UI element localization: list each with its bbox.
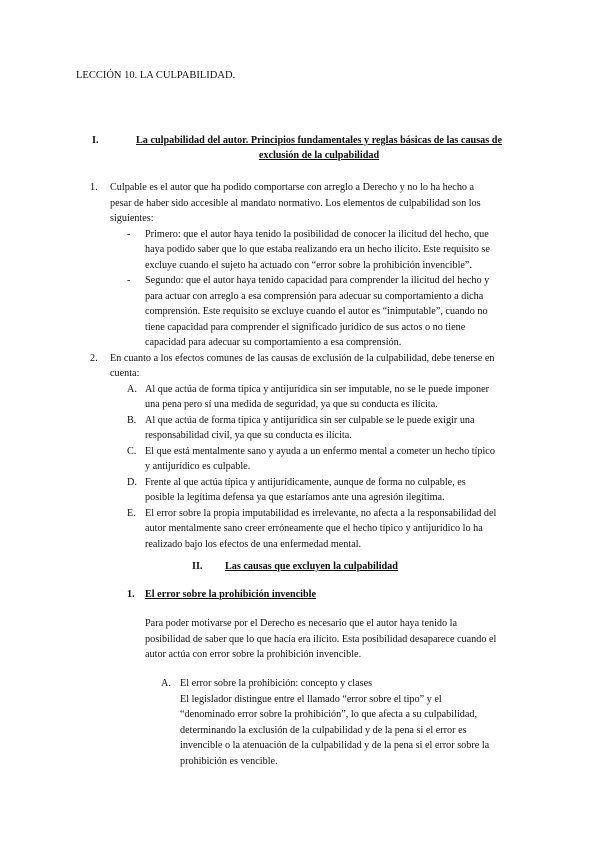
bullet-1-line-2: haya podido saber que lo que estaba realizando era un hecho ilícito. Este requisito se — [145, 244, 490, 255]
subitem-c-line-2: y antijurídico es culpable. — [145, 461, 251, 472]
subsection-a-heading: El error sobre la prohibición: concepto y clases — [180, 678, 373, 689]
subitem-e-line-1: El error sobre la propia imputabilidad es irrelevante, no afecta a la responsabilidad del — [145, 507, 497, 519]
item-2-line-1: En cuanto a los efectos comunes de las causas de exclusión de la culpabilidad, debe tenerse en — [110, 352, 495, 364]
subitem-a-line-1: Al que actúa de forma típica y antijurídica sin ser imputable, no se le puede imponer — [145, 383, 489, 395]
subitem-b-line-2: responsabilidad civil, ya que su conducta es ilícita. — [145, 430, 352, 441]
item-1-line-3: siguientes: — [110, 213, 154, 224]
subsection-a-line-5: prohibición es vencible. — [180, 755, 278, 767]
bullet-2-line-1: Segundo: que el autor haya tenido capacidad para comprender la ilicitud del hecho y — [145, 275, 490, 286]
section-1-number: I. — [92, 135, 99, 146]
item-1-number: 1. — [90, 182, 98, 193]
subitem-a-line-2: una pena pero sí una medida de seguridad, ya que su conducta es ilícita. — [145, 399, 438, 410]
bullet-2-line-3: comprensión. Este requisito se excluye cuando el autor es “inimputable”, cuando no — [145, 306, 488, 317]
item-1-line-1: Culpable es el autor que ha podido comportarse con arreglo a Derecho y no lo ha hecho a — [110, 182, 475, 193]
subitem-e-line-2: autor mentalmente sano creer erróneamente que el hecho típico y antijurídico lo ha — [145, 523, 483, 534]
subsection-a-line-2: “denominado error sobre la prohibición”, lo que afecta a su culpabilidad, — [180, 709, 478, 720]
subsection-a-line-3: determinando la exclusión de la culpabilidad y de la pena si el error es — [180, 724, 467, 736]
subsection-a-line-1: El legislador distingue entre el llamado “error sobre el tipo” y el — [180, 693, 442, 705]
bullet-2-marker: - — [127, 275, 131, 286]
section-2-number: II. — [192, 561, 203, 572]
item-2-number: 2. — [90, 352, 98, 364]
subitem-b-line-1: Al que actúa de forma típica y antijurídica sin ser culpable se le puede exigir una — [145, 414, 475, 426]
subsection-1-number: 1. — [127, 589, 135, 600]
subsection-1-heading: El error sobre la prohibición invencible — [145, 589, 317, 600]
section-2-heading: Las causas que excluyen la culpabilidad — [225, 561, 398, 572]
item-1-line-2: pesar de haber sido accesible al mandato normativo. Los elementos de culpabilidad son los — [110, 197, 481, 209]
subsection-1-paragraph-line-1: Para poder motivarse por el Derecho es necesario que el autor haya tenido la — [145, 618, 458, 629]
subitem-c-marker: C. — [127, 445, 137, 457]
subitem-c-line-1: El que está mentalmente sano y ayuda a un enfermo mental a cometer un hecho típico — [145, 445, 495, 457]
subsection-a-line-4: invencible o la atenuación de la culpabilidad y de la pena si el error sobre la — [180, 740, 490, 751]
bullet-1-line-1: Primero: que el autor haya tenido la posibilidad de conocer la ilicitud del hecho, que — [145, 228, 489, 240]
subsection-1-paragraph-line-3: autor actúa con error sobre la prohibición invencible. — [145, 649, 362, 660]
section-1-heading-line-2: exclusión de la culpabilidad — [258, 150, 380, 161]
subitem-b-marker: B. — [127, 414, 137, 426]
bullet-1-marker: - — [127, 228, 131, 240]
subitem-d-line-1: Frente al que actúa típica y antijurídicamente, aunque de forma no culpable, es — [145, 476, 466, 488]
subitem-d-line-2: posible la legítima defensa ya que estaríamos ante una agresión ilegítima. — [145, 492, 445, 503]
document-title: LECCIÓN 10. LA CULPABILIDAD. — [76, 70, 236, 81]
subitem-e-marker: E. — [127, 507, 136, 519]
subitem-a-marker: A. — [127, 383, 137, 395]
bullet-1-line-3: excluye cuando el sujeto ha actuado con “error sobre la prohibición invencible”. — [145, 259, 472, 271]
subsection-a-marker: A. — [161, 678, 171, 689]
bullet-2-line-4: tiene capacidad para comprender el significado jurídico de sus actos o no tiene — [145, 321, 466, 333]
subitem-d-marker: D. — [127, 476, 137, 488]
section-1-heading-line-1: La culpabilidad del autor. Principios fundamentales y reglas básicas de las causas de — [136, 135, 502, 146]
bullet-2-line-5: capacidad para adecuar su comportamiento a esa comprensión. — [145, 337, 402, 348]
subsection-1-paragraph-line-2: posibilidad de saber que lo que hacía era ilícito. Esta posibilidad desaparece cuando el — [145, 633, 497, 645]
bullet-2-line-2: para actuar con arreglo a esa comprensión para adecuar su comportamiento a dicha — [145, 290, 484, 302]
item-2-line-2: cuenta: — [110, 368, 140, 379]
subitem-e-line-3: realizado bajo los efectos de una enfermedad mental. — [145, 538, 362, 550]
